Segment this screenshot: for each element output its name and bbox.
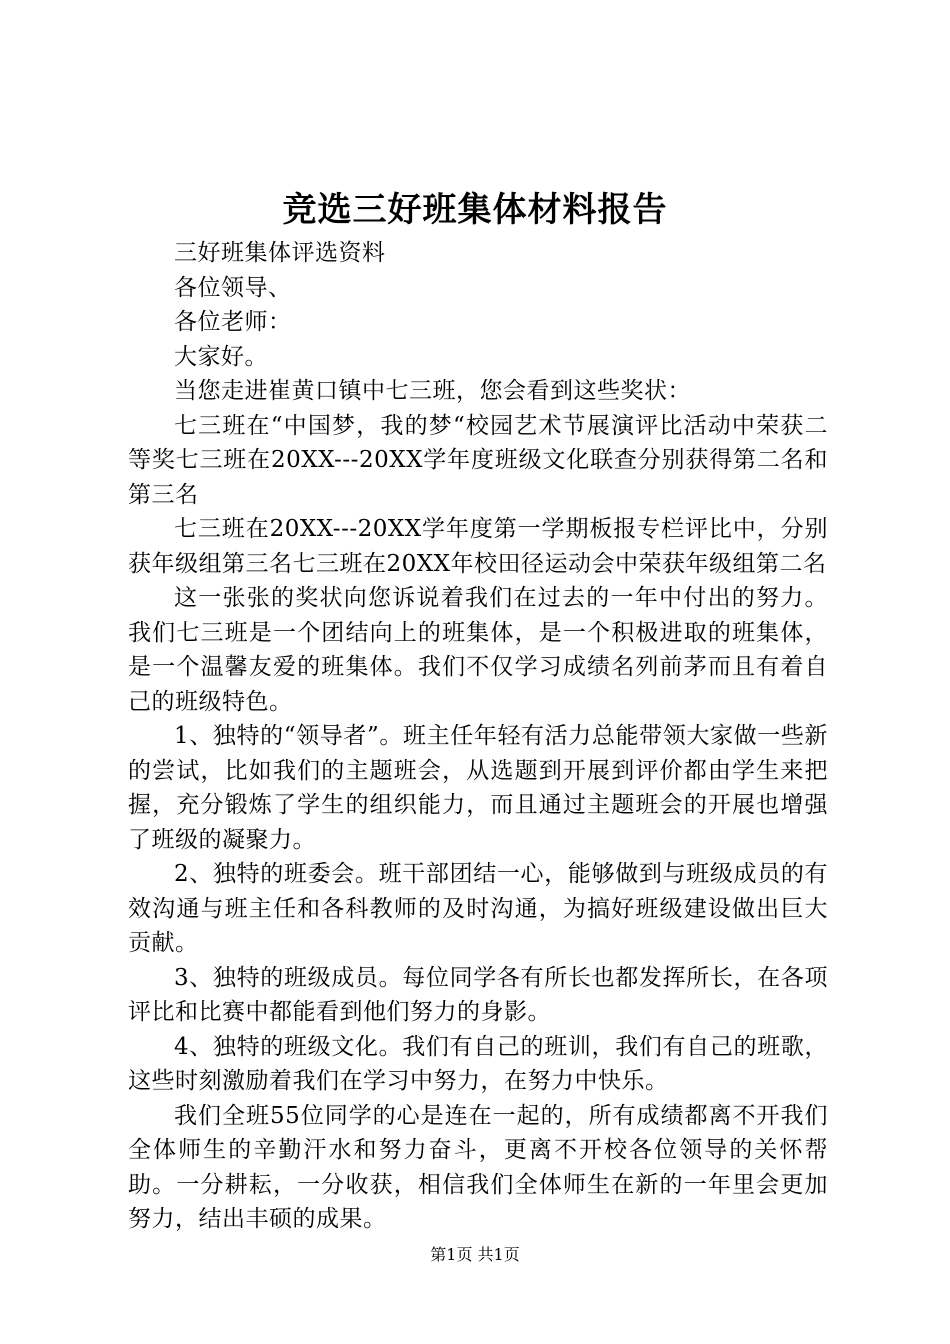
document-body [128,236,828,1237]
salutation-leaders: 各位领导、 [174,274,292,301]
page-footer: 第1页 共1页 [430,1245,520,1264]
paragraph-summary: 这一张张的奖状向您诉说着我们在过去的一年中付出的努力。我们七三班是一个团结向上的班集体，是一个积极进取的班集体，是一个温馨友爱的班集体。我们不仅学习成绩名列前茅而且有着自己的班级特色。 [128,585,828,715]
paragraph-heading: 三好班集体评选资料 [174,240,386,266]
paragraph-award-2: 七三班在20XX---20XX学年度第一学期板报专栏评比中，分别获年级组第三名七三班在20XX年校田径运动会中荣获年级组第二名 [128,516,828,577]
paragraph-conclusion: 我们全班55位同学的心是连在一起的，所有成绩都离不开我们全体师生的辛勤汗水和努力奋斗，更离不开校各位领导的关怀帮助。一分耕耘，一分收获，相信我们全体师生在新的一年里会更加努力，结出丰硕的成果。 [128,1102,828,1232]
paragraph-feature-4: 4、独特的班级文化。我们有自己的班训，我们有自己的班歌，这些时刻激励着我们在学习中努力，在努力中快乐。 [128,1033,828,1094]
paragraph-feature-3: 3、独特的班级成员。每位同学各有所长也都发挥所长，在各项评比和比赛中都能看到他们努力的身影。 [128,964,828,1025]
document-title: 竞选三好班集体材料报告 [282,190,668,230]
salutation-teachers: 各位老师： [174,309,292,335]
greeting: 大家好。 [174,343,268,370]
paragraph-feature-1: 1、独特的“领导者”。班主任年轻有活力总能带领大家做一些新的尝试，比如我们的主题班会，从选题到开展到评价都由学生来把握，充分锻炼了学生的组织能力，而且通过主题班会的开展也增强了班级的凝聚力。 [128,723,828,853]
paragraph-feature-2: 2、独特的班委会。班干部团结一心，能够做到与班级成员的有效沟通与班主任和各科教师的及时沟通，为搞好班级建设做出巨大贡献。 [128,861,828,956]
paragraph-intro: 当您走进崔黄口镇中七三班，您会看到这些奖状： [174,378,691,404]
paragraph-award-1: 七三班在“中国梦，我的梦“校园艺术节展演评比活动中荣获二等奖七三班在20XX---20XX学年度班级文化联查分别获得第二名和第三名 [128,412,828,508]
